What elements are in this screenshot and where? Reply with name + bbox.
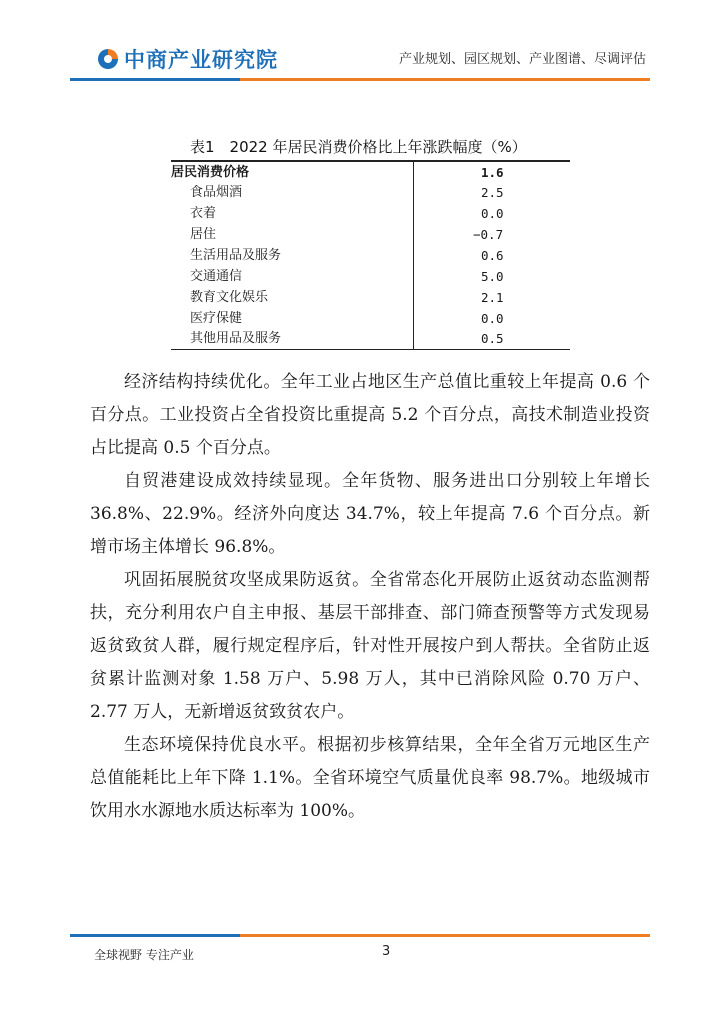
- table-row: [171, 329, 570, 349]
- table-row: [171, 163, 570, 183]
- footer-slogan: 全球视野 专注产业: [94, 948, 194, 962]
- row-label: 交通通信: [190, 269, 243, 284]
- paragraph-environment: 生态环境保持优良水平。根据初步核算结果，全年全省万元地区生产总值能耗比上年下降 1.1%。全省环境空气质量优良率 98.7%。地级城市饮用水水源地水质达标率为 100%。: [90, 735, 650, 821]
- table-row: [171, 225, 570, 245]
- page-number: 3: [382, 944, 391, 959]
- table-row: [171, 204, 570, 224]
- row-value: 2.1: [481, 290, 504, 305]
- table-title: 表1 2022 年居民消费价格比上年涨跌幅度（%）: [190, 138, 527, 156]
- footer-rule-blue: [70, 934, 240, 937]
- row-value: 1.6: [481, 165, 504, 180]
- table-bottom-rule: [171, 349, 570, 351]
- paragraph-economic-structure: 经济结构持续优化。全年工业占地区生产总值比重较上年提高 0.6 个百分点。工业投资占全省投资比重提高 5.2 个百分点，高技术制造业投资占比提高 0.5 个百分点。: [90, 372, 650, 458]
- row-value: 0.5: [481, 331, 504, 346]
- table-row: [171, 288, 570, 308]
- row-label: 居住: [190, 227, 217, 242]
- header-rule-blue: [70, 78, 240, 81]
- table-row: [171, 267, 570, 287]
- row-label: 居民消费价格: [171, 165, 250, 180]
- row-label: 教育文化娱乐: [190, 290, 269, 305]
- paragraph-free-trade-port: 自贸港建设成效持续显现。全年货物、服务进出口分别较上年增长 36.8%、22.9%。经济外向度达 34.7%，较上年提高 7.6 个百分点。新增市场主体增长 96.8%。: [90, 471, 650, 557]
- row-label: 医疗保健: [190, 311, 243, 326]
- paragraph-poverty-prevention: 巩固拓展脱贫攻坚成果防返贫。全省常态化开展防止返贫动态监测帮扶，充分利用农户自主申报、基层干部排查、部门筛查预警等方式发现易返贫致贫人群，履行规定程序后，针对性开展按户到人帮扶。全省防止返贫累计监测对象 1.58 万户、5.98 万人，其中已消除风险 0.70 万户、2.77 万人，无新增返贫致贫农户。: [90, 570, 650, 722]
- logo-text: 中商产业研究院: [124, 48, 278, 72]
- row-value: 0.0: [481, 206, 504, 221]
- row-label: 生活用品及服务: [190, 248, 282, 263]
- footer-rule-orange: [240, 934, 650, 937]
- row-value: −0.7: [473, 227, 504, 242]
- cpi-table: [171, 160, 570, 350]
- body-text: [90, 366, 650, 828]
- row-value: 0.6: [481, 248, 504, 263]
- logo: [96, 44, 278, 74]
- row-value: 0.0: [481, 311, 504, 326]
- row-label: 其他用品及服务: [190, 331, 282, 346]
- table-top-rule: [171, 160, 570, 162]
- table-row: [171, 246, 570, 266]
- table-row: [171, 309, 570, 329]
- table-row: [171, 183, 570, 203]
- row-label: 食品烟酒: [190, 185, 243, 200]
- row-value: 2.5: [481, 185, 504, 200]
- logo-icon: [96, 47, 120, 71]
- header-tagline: 产业规划、园区规划、产业图谱、尽调评估: [398, 52, 646, 67]
- header-rule-orange: [240, 78, 650, 81]
- row-value: 5.0: [481, 269, 504, 284]
- row-label: 衣着: [190, 206, 217, 221]
- page-header: [0, 0, 724, 82]
